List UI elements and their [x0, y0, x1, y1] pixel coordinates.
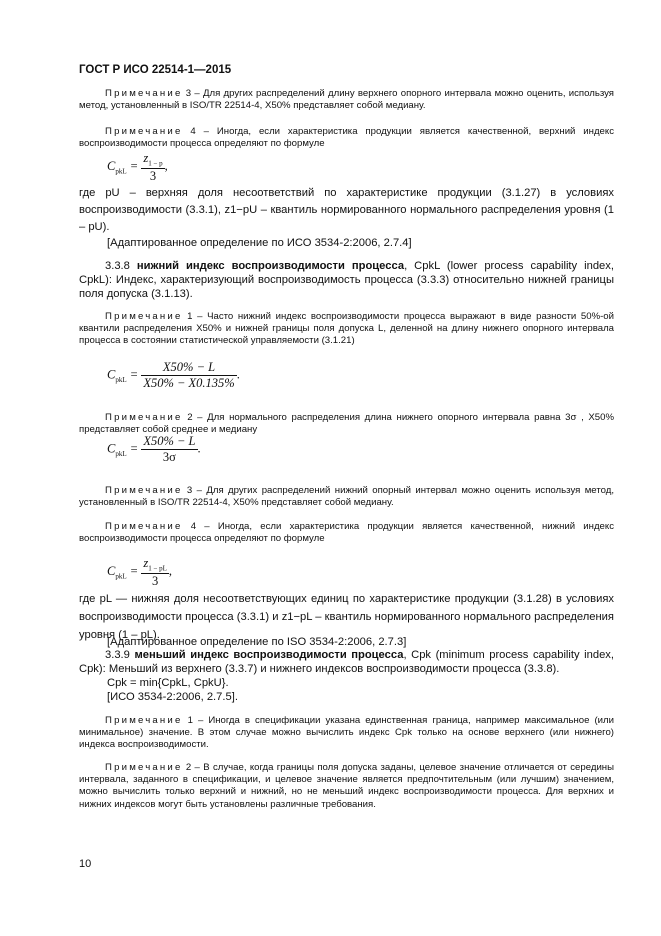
min-formula: Cpk = min{CpkL, CpkU}. [107, 677, 229, 689]
document-header: ГОСТ Р ИСО 22514-1—2015 [79, 64, 232, 76]
note-number: 2 [185, 762, 192, 773]
term-number: 3.3.9 [105, 649, 130, 661]
where-pu-paragraph: где pU – верхняя доля несоответствий по характеристике продукции (3.1.27) в условиях воспроизводимости (3.3.1), z1−pU – квантиль нормированного нормального распределения уровня (1 – pU). [79, 187, 614, 233]
note-2-min [79, 762, 614, 811]
term-number: 3.3.8 [105, 260, 130, 272]
note-number: 3 [186, 485, 193, 496]
definition-3-3-8 [79, 259, 614, 302]
note-1-min [79, 715, 614, 752]
note-text: – Для других распределений нижний опорный интервал можно оценить используя метод, установленный в ISO/TR 22514-4, X50% представляет собой медиану. [79, 485, 614, 509]
note-number: 1 [187, 311, 193, 322]
reference-min: [ИСО 3534-2:2006, 2.7.5]. [107, 691, 238, 703]
term-text: , Cpk (minimum process capability index, Cpk): Меньший из верхнего (3.3.7) и нижнего индексов воспроизводимости процесса (3.3.8). [79, 649, 615, 676]
note-label: Примечание [105, 521, 183, 532]
note-number: 4 [190, 126, 196, 137]
note-label: Примечание [105, 715, 183, 726]
term-text: , CpkL (lower process capability index, CpkL): Индекс, характеризующий воспроизводимость процесса (3.3.3) относительно нижней границы поля допуска (3.1.13). [79, 260, 614, 301]
note-label: Примечание [105, 485, 183, 496]
formula-lower-quantile: $C_{pkL}$ = $\frac{X50\% - L}{X50\% - X0.135\%}$ . [107, 360, 240, 390]
note-label: Примечание [105, 311, 183, 322]
note-label: Примечание [105, 88, 183, 99]
formula-lower-normal: $C_{pkL}$ = $\frac{X50\% - L}{3\sigma}$ . [107, 434, 201, 464]
note-text: – Иногда в спецификации указана единственная граница, например максимальное (или минимальное) значение. В этом случае можно вычислить индекс Cpk только на основе верхнего (или нижнего) индекса воспроизводимости. [79, 715, 614, 751]
note-4-upper [79, 126, 614, 150]
term-name: меньший индекс воспроизводимости процесса [134, 649, 404, 661]
reference-lower: [Адаптированное определение по ISO 3534-2:2006, 2.7.3] [107, 636, 407, 648]
note-label: Примечание [105, 762, 183, 773]
formula-lower-qualitative: $C_{pkL}$ = $\frac{z_{1 - pL}}{3}$ , [107, 556, 173, 588]
note-number: 4 [190, 521, 197, 532]
note-3-lower [79, 485, 614, 509]
note-3-upper [79, 88, 614, 112]
note-text: – Для нормального распределения длина нижнего опорного интервала равна 3σ , X50% представляет собой среднее и медиану [79, 412, 614, 436]
note-number: 2 [187, 412, 193, 423]
note-text: – Для других распределений длину верхнего опорного интервала можно оценить, используя метод, установленный в ISO/TR 22514-4, X50% представляет собой медиану. [79, 88, 614, 112]
note-4-lower [79, 521, 614, 545]
note-text: – Часто нижний индекс воспроизводимости процесса выражают в виде разности 50%-ой квантили распределения X50% и нижней границы поля допуска L, деленной на длину нижнего опорного интервала процесса в состоянии статистической управляемости (3.1.21) [79, 311, 615, 347]
definition-3-3-9 [79, 648, 614, 676]
note-2-lower [79, 412, 614, 436]
note-label: Примечание [105, 412, 183, 423]
note-text: – Иногда, если характеристика продукции является качественной, верхний индекс воспроизводимости процесса определяют по формуле [79, 126, 614, 150]
note-label: Примечание [105, 126, 183, 137]
term-name: нижний индекс воспроизводимости процесса [136, 260, 405, 272]
note-number: 3 [185, 88, 192, 99]
reference-upper: [Адаптированное определение по ИСО 3534-2:2006, 2.7.4] [107, 237, 412, 249]
note-text: – Иногда, если характеристика продукции является качественной, нижний индекс воспроизводимости процесса определяют по формуле [79, 521, 614, 545]
formula-upper-qualitative: $C_{pkL}$ = $\frac{z_{1 - p}}{3}$ , [107, 151, 168, 183]
note-number: 1 [187, 715, 193, 726]
note-text: – В случае, когда границы поля допуска заданы, целевое значение отличается от середины интервала, заданного в спецификации, и целевое значение является предпочтительным (или лучшим) значением, можно вычислить только верхний и нижний, но не меньший индекс воспроизводимости процесса. Для верхних и нижних индексов могут быть установлены различные требования. [79, 762, 614, 810]
where-pl-paragraph: где pL — нижняя доля несоответствующих единиц по характеристике продукции (3.1.28) в условиях воспроизводимости процесса (3.3.1) и z1−pL – квантиль нормированного нормального распределения уровня (1 – pL). [79, 593, 614, 641]
page-number: 10 [79, 858, 92, 870]
note-1-lower [79, 311, 614, 348]
